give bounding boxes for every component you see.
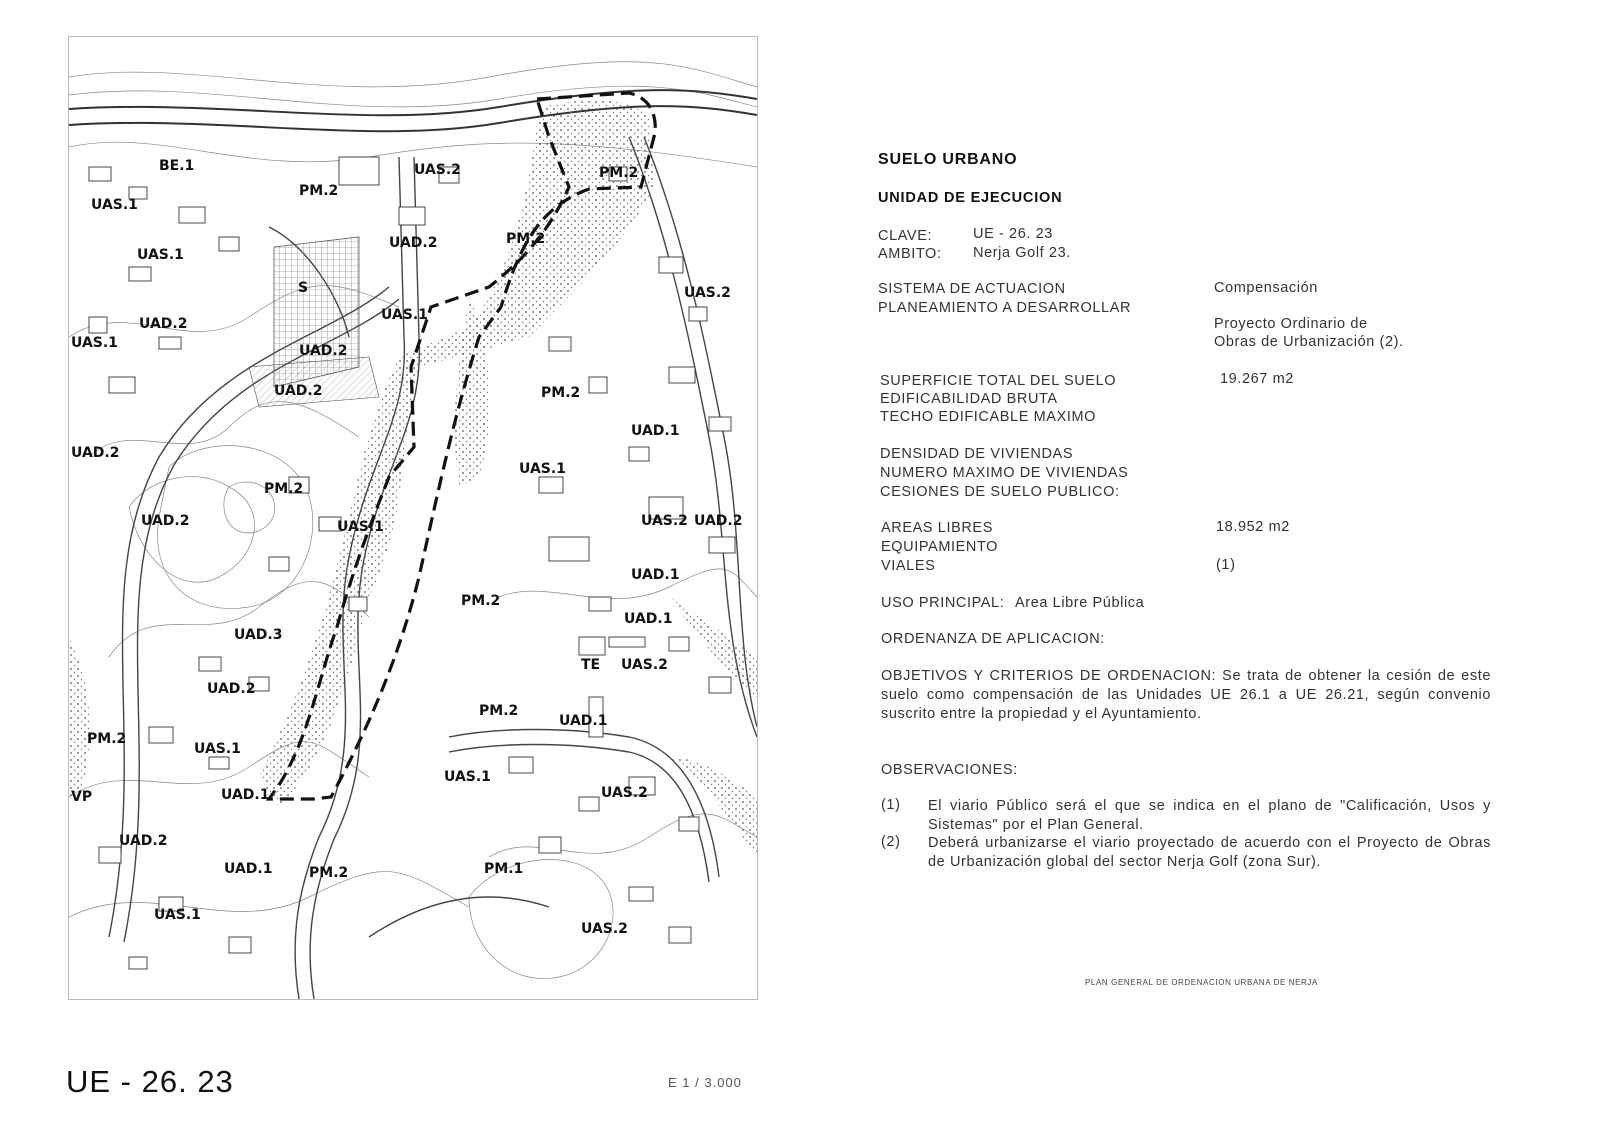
map-label-pm2g: PM.2 bbox=[479, 703, 519, 719]
note-2-text: Deberá urbanizarse el viario proyectado de acuerdo con el Proyecto de Obras de Urbanización global del sector Nerja Golf (zona Sur). bbox=[928, 835, 1491, 870]
map-label-uas1e: UAS.1 bbox=[337, 519, 384, 535]
objetivos-text: Se trata de obtener la cesión de este suelo como compensación de las Unidades UE 26.1 a UE 26.21, según convenio suscrito entre la propiedad y el Ayuntamiento. bbox=[881, 668, 1491, 722]
map-label-pm2a: PM.2 bbox=[299, 183, 339, 199]
document-footer: PLAN GENERAL DE ORDENACION URBANA DE NERJA bbox=[1085, 978, 1318, 987]
section-title: SUELO URBANO bbox=[878, 151, 1018, 168]
map-scale: E 1 / 3.000 bbox=[668, 1075, 742, 1090]
map-label-uas1a: UAS.1 bbox=[91, 197, 138, 213]
areas-value: 18.952 m2 bbox=[1216, 519, 1290, 535]
objetivos-block bbox=[881, 667, 1491, 724]
map-label-uad2c: UAD.2 bbox=[299, 343, 348, 359]
map-label-uad2i: UAD.2 bbox=[119, 833, 168, 849]
map-label-uad1d: UAD.1 bbox=[559, 713, 608, 729]
map-label-uad2f: UAD.2 bbox=[71, 445, 120, 461]
map-label-pm2b: PM.2 bbox=[599, 165, 639, 181]
map-label-uas2e: UAS.2 bbox=[601, 785, 648, 801]
ordenanza-label: ORDENANZA DE APLICACION: bbox=[881, 631, 1105, 647]
map-label-vp: VP bbox=[71, 789, 93, 805]
planeamiento-value-1: Proyecto Ordinario de bbox=[1214, 316, 1368, 332]
map-label-uas1b: UAS.1 bbox=[137, 247, 184, 263]
map-label-te: TE bbox=[581, 657, 601, 673]
map-label-uad2g: UAD.2 bbox=[694, 513, 743, 529]
uso-label: USO PRINCIPAL: bbox=[881, 595, 1005, 611]
ambito-label: AMBITO: bbox=[878, 246, 942, 262]
areas-label: AREAS LIBRES bbox=[881, 520, 993, 536]
map-label-uas2b: UAS.2 bbox=[684, 285, 731, 301]
map-label-uas1d: UAS.1 bbox=[381, 307, 428, 323]
numero-label: NUMERO MAXIMO DE VIVIENDAS bbox=[880, 465, 1129, 481]
planeamiento-label: PLANEAMIENTO A DESARROLLAR bbox=[878, 300, 1132, 316]
map-label-uas1h: UAS.1 bbox=[154, 907, 201, 923]
edificabilidad-label: EDIFICABILIDAD BRUTA bbox=[880, 391, 1058, 407]
map-label-s: S bbox=[298, 280, 309, 296]
equipamiento-label: EQUIPAMIENTO bbox=[881, 539, 999, 555]
ambito-value: Nerja Golf 23. bbox=[973, 245, 1071, 261]
hatched-zone bbox=[249, 357, 379, 407]
map-drawing bbox=[69, 37, 757, 999]
superficie-value: 19.267 m2 bbox=[1220, 371, 1294, 387]
unit-code: UE - 26. 23 bbox=[66, 1064, 234, 1099]
map-label-uas1i: UAS.1 bbox=[194, 741, 241, 757]
clave-label: CLAVE: bbox=[878, 228, 933, 244]
buildings bbox=[89, 157, 735, 969]
map-label-uas2f: UAS.2 bbox=[581, 921, 628, 937]
planeamiento-value-2: Obras de Urbanización (2). bbox=[1214, 334, 1404, 350]
map-label-uad1b: UAD.1 bbox=[631, 567, 680, 583]
densidad-label: DENSIDAD DE VIVIENDAS bbox=[880, 446, 1074, 462]
map-label-uas1g: UAS.1 bbox=[444, 769, 491, 785]
site-plan-map bbox=[68, 36, 758, 1000]
uso-principal bbox=[881, 595, 1144, 611]
map-label-pm1: PM.1 bbox=[484, 861, 524, 877]
map-label-uas1c: UAS.1 bbox=[71, 335, 118, 351]
note-1-num: (1) bbox=[881, 797, 901, 813]
techo-label: TECHO EDIFICABLE MAXIMO bbox=[880, 409, 1097, 425]
map-label-pm2c: PM.2 bbox=[506, 231, 546, 247]
map-label-uad2e: UAD.2 bbox=[141, 513, 190, 529]
objetivos-label: OBJETIVOS Y CRITERIOS DE ORDENACION: bbox=[881, 668, 1217, 684]
observaciones-label: OBSERVACIONES: bbox=[881, 762, 1018, 778]
map-label-uas2d: UAS.2 bbox=[621, 657, 668, 673]
map-label-uad3: UAD.3 bbox=[234, 627, 283, 643]
note-2-num: (2) bbox=[881, 834, 901, 850]
viales-label: VIALES bbox=[881, 558, 936, 574]
superficie-label: SUPERFICIE TOTAL DEL SUELO bbox=[880, 373, 1117, 389]
map-label-pm2d: PM.2 bbox=[541, 385, 581, 401]
map-label-pm2f: PM.2 bbox=[461, 593, 501, 609]
map-label-uad2h: UAD.2 bbox=[207, 681, 256, 697]
uso-value: Area Libre Pública bbox=[1015, 595, 1145, 611]
viales-value: (1) bbox=[1216, 557, 1236, 573]
clave-value: UE - 26. 23 bbox=[973, 226, 1053, 242]
map-label-pm2i: PM.2 bbox=[87, 731, 127, 747]
section-subtitle: UNIDAD DE EJECUCION bbox=[878, 190, 1063, 206]
unit-sheet bbox=[878, 0, 1560, 1135]
zone-labels bbox=[71, 158, 742, 937]
cesiones-label: CESIONES DE SUELO PUBLICO: bbox=[880, 484, 1120, 500]
map-label-pm2e: PM.2 bbox=[264, 481, 304, 497]
map-label-uad2a: UAD.2 bbox=[389, 235, 438, 251]
sistema-label: SISTEMA DE ACTUACION bbox=[878, 281, 1066, 297]
sistema-value: Compensación bbox=[1214, 280, 1318, 296]
map-label-uad1e: UAD.1 bbox=[224, 861, 273, 877]
map-label-uad1a: UAD.1 bbox=[631, 423, 680, 439]
map-label-uad1c: UAD.1 bbox=[624, 611, 673, 627]
map-label-uad2b: UAD.2 bbox=[139, 316, 188, 332]
map-label-uad2d: UAD.2 bbox=[274, 383, 323, 399]
map-label-uas2a: UAS.2 bbox=[414, 162, 461, 178]
map-label-pm2h: PM.2 bbox=[309, 865, 349, 881]
map-label-uad1f: UAD.1 bbox=[221, 787, 270, 803]
map-label-be1: BE.1 bbox=[159, 158, 195, 174]
map-label-uas1f: UAS.1 bbox=[519, 461, 566, 477]
map-label-uas2c: UAS.2 bbox=[641, 513, 688, 529]
note-1-text: El viario Público será el que se indica en el plano de "Calificación, Usos y Sistemas" por el Plan General. bbox=[928, 798, 1491, 833]
